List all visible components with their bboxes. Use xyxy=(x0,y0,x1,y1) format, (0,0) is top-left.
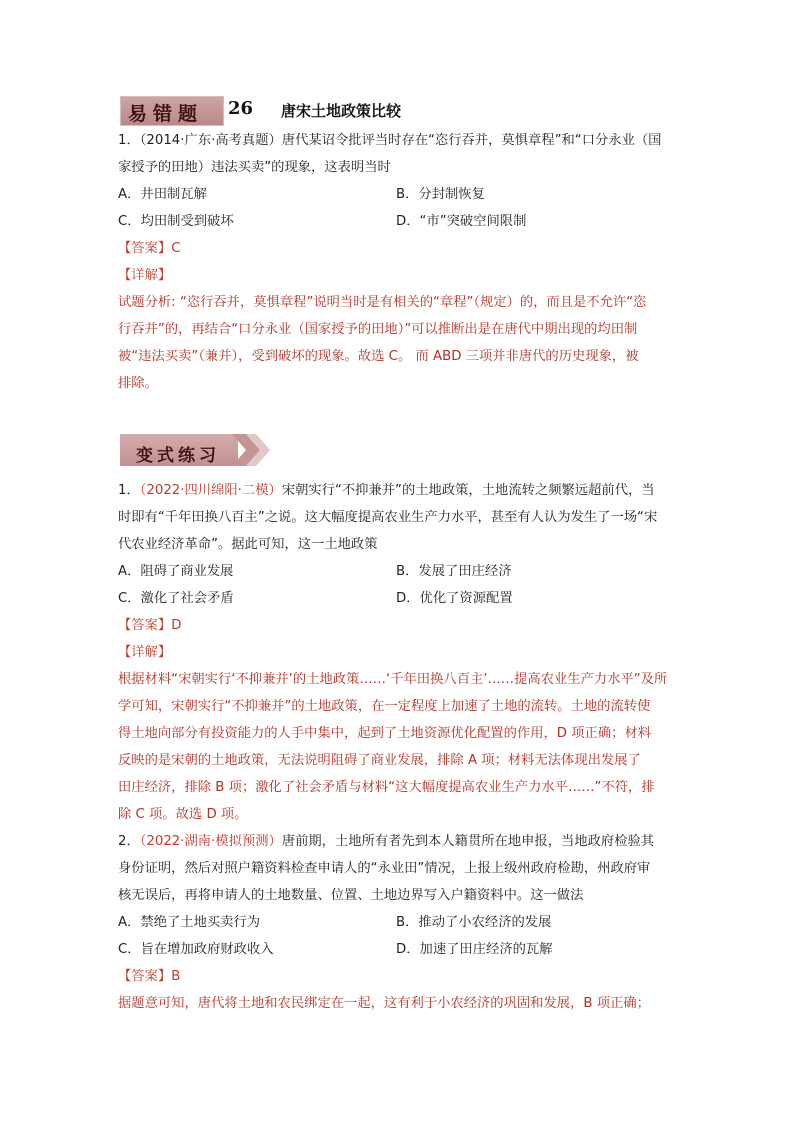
q1-stem-line1 xyxy=(118,128,661,154)
section-label: 变式练习 xyxy=(136,446,220,466)
v2-stem-line3: 核无误后，再将申请人的土地数量、位置、土地边界写入户籍资料中。这一做法 xyxy=(118,888,584,903)
v2-source: （2022·湖南·模拟预测） xyxy=(139,834,282,849)
v2-option-d: D．加速了田庄经济的瓦解 xyxy=(396,942,553,957)
q1-stem-line2: 家授予的田地）违法买卖”的现象，这表明当时 xyxy=(118,160,391,175)
q1-answer-value: C xyxy=(171,241,181,256)
v1-explanation-line4: 反映的是宋朝的土地政策，无法说明阻碍了商业发展，排除 A 项；材料无法体现出发展了 xyxy=(118,753,641,768)
v1-answer xyxy=(118,613,181,639)
error-prone-banner xyxy=(120,96,270,126)
v2-option-c: C．旨在增加政府财政收入 xyxy=(118,942,274,957)
v1-option-c: C．激化了社会矛盾 xyxy=(118,591,234,606)
v1-stem-line3: 代农业经济革命”。据此可知，这一土地政策 xyxy=(118,537,378,552)
v1-number: 1． xyxy=(118,483,140,498)
v2-option-b: B．推动了小农经济的发展 xyxy=(396,915,552,930)
q1-answer xyxy=(118,236,180,262)
v1-stem-text: 宋朝实行“不抑兼并”的土地政策，土地流转之频繁远超前代，当 xyxy=(281,483,655,498)
variant-practice-banner xyxy=(120,432,272,468)
q1-explanation-line1: 试题分析: “恣行吞并，莫惧章程”说明当时是有相关的“章程”（规定）的，而且是不允许“恣 xyxy=(118,295,647,310)
v2-answer-label: 【答案】 xyxy=(118,969,172,984)
v1-explanation-line5: 田庄经济，排除 B 项；激化了社会矛盾与材料“这大幅度提高农业生产力水平……”不符，排 xyxy=(118,780,655,795)
q1-option-a: A．井田制瓦解 xyxy=(118,187,207,202)
banner-label: 易错题 xyxy=(128,103,204,125)
v1-option-b: B．发展了田庄经济 xyxy=(396,564,512,579)
v1-stem-line2: 时即有“千年田换八百主”之说。这大幅度提高农业生产力水平，甚至有人认为发生了一场“宋 xyxy=(118,510,658,525)
v1-explanation-line2: 学可知，宋朝实行“不抑兼并”的土地政策，在一定程度上加速了土地的流转。土地的流转使 xyxy=(118,699,651,714)
q1-explanation-line2: 行吞并”的，再结合“口分永业（国家授予的田地）”可以推断出是在唐代中期出现的均田制 xyxy=(118,322,638,337)
v1-stem-line1 xyxy=(118,478,655,504)
v2-explanation-line1: 据题意可知，唐代将土地和农民绑定在一起，这有利于小农经济的巩固和发展，B 项正确； xyxy=(118,996,650,1011)
v1-option-a: A．阻碍了商业发展 xyxy=(118,564,234,579)
v2-stem-text: 唐前期，土地所有者先到本人籍贯所在地申报，当地政府检验其 xyxy=(281,834,655,849)
v1-answer-label: 【答案】 xyxy=(118,618,172,633)
v1-source: （2022·四川绵阳·二模） xyxy=(139,483,282,498)
q1-source: （2014·广东·高考真题） xyxy=(139,133,282,148)
v1-answer-value: D xyxy=(171,618,182,633)
q1-option-d: D．“市”突破空间限制 xyxy=(396,214,527,229)
q1-option-c: C．均田制受到破坏 xyxy=(118,214,234,229)
v2-answer-value: B xyxy=(171,969,181,984)
v2-option-a: A．禁绝了土地买卖行为 xyxy=(118,915,261,930)
q1-option-b: B．分封制恢复 xyxy=(396,187,485,202)
section-background xyxy=(120,434,238,466)
v2-stem-line2: 身份证明，然后对照户籍资料检查申请人的“永业田”情况，上报上级州政府检勘，州政府审 xyxy=(118,861,651,876)
q1-answer-label: 【答案】 xyxy=(118,241,172,256)
v1-option-d: D．优化了资源配置 xyxy=(396,591,513,606)
v2-number: 2． xyxy=(118,834,140,849)
q1-stem-text: 唐代某诏令批评当时存在“恣行吞并，莫惧章程”和“口分永业（国 xyxy=(281,133,662,148)
v1-explanation-line6: 除 C 项。故选 D 项。 xyxy=(118,807,248,822)
q1-explanation-line3: 被“违法买卖”（兼并），受到破坏的现象。故选 C。 而 ABD 三项并非唐代的历史现象，被 xyxy=(118,349,639,364)
topic-title: 唐宋土地政策比较 xyxy=(281,102,402,120)
v2-answer xyxy=(118,964,180,990)
banner-number: 26 xyxy=(228,98,254,119)
q1-detail-label: 【详解】 xyxy=(118,268,172,283)
v1-explanation-line3: 得土地向部分有投资能力的人手中集中，起到了土地资源优化配置的作用，D 项正确；材料 xyxy=(118,726,652,741)
q1-explanation-line4: 排除。 xyxy=(118,376,158,391)
v1-detail-label: 【详解】 xyxy=(118,645,172,660)
v2-stem-line1 xyxy=(118,829,654,855)
chevron-arrow-icon xyxy=(232,432,272,468)
q1-number: 1． xyxy=(118,133,140,148)
v1-explanation-line1: 根据材料“宋朝实行‘不抑兼并’的土地政策……‘千年田换八百主’……提高农业生产力水平”及所 xyxy=(118,672,668,687)
banner-background xyxy=(120,96,226,126)
